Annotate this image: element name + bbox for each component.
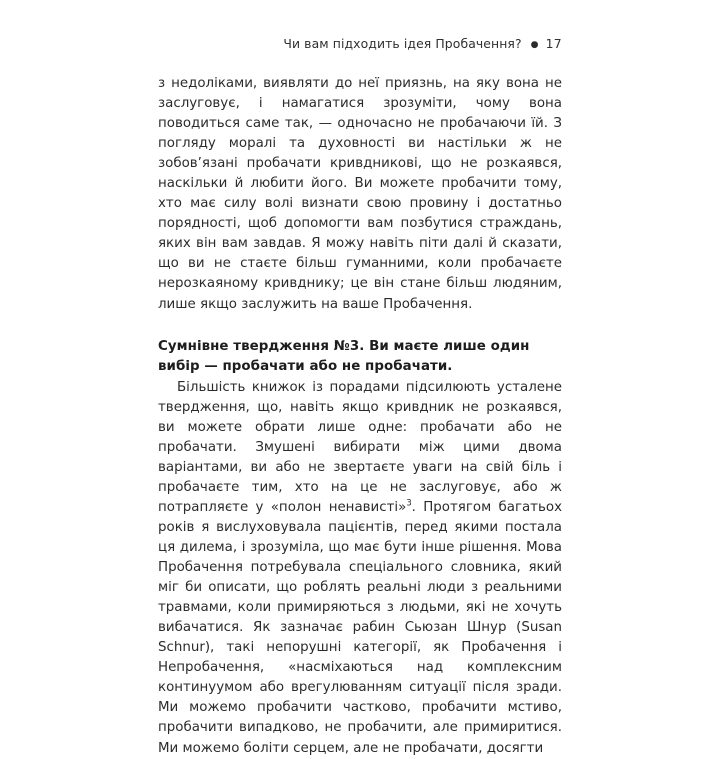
text-column xyxy=(158,74,562,759)
paragraph-continuation: з недоліками, виявляти до неї приязнь, на яку вона не заслуговує, і намагатися зрозуміти, чому вона поводиться саме так, — одночасно не пробачаючи їй. З погляду моралі та духовності ви настільки ж не зобов’язані пробачати кривдникові, що не розкаявся, наскільки й любити його. Ви можете пробачити тому, хто має силу волі визнати свою провину і достатньо порядності, щоб допомогти вам позбутися страждань, яких він вам завдав. Я можу навіть піти далі й сказати, що ви не стаєте більш гуманними, коли пробачаєте нерозкаяному кривднику; це він стане більш людяним, лише якщо заслужить на ваше Пробачення. xyxy=(158,76,562,312)
section-heading: Сумнівне твердження №3. Ви маєте лише один вибір — пробачати або не пробачати. xyxy=(158,338,530,374)
paragraph-with-footnote xyxy=(158,378,562,759)
footnote-reference-marker: 3 xyxy=(406,497,412,508)
bullet-separator-icon: ● xyxy=(530,40,539,50)
running-header-chapter-title: Чи вам підходить ідея Пробачення? xyxy=(283,36,522,51)
paragraph-text-before-footnote: Більшість книжок із порадами підсилюють усталене твердження, що, навіть якщо кривдник не розкаявся, ви можете обрати лише одне: пробачати або не пробачати. Змушені вибирати між цими двома варіантами, ви або не звертаєте уваги на свій біль і пробачаєте тим, хто на це не заслуговує, або ж потрапляєте у «полон ненависті» xyxy=(158,379,562,515)
page-number: 17 xyxy=(545,36,562,51)
paragraph-text-after-footnote: . Протягом багатьох років я вислуховувала пацієнтів, перед якими постала ця дилема, і зрозуміла, що має бути інше рішення. Мова Пробачення потребувала спеціального словника, який міг би описати, що роблять реальні люди з реальними травмами, коли примиряються з людьми, які не хочуть вибачатися. Як зазначає рабин Сьюзан Шнур (Susan Schnur), такі непорушні категорії, як Пробачення і Непробачення, «насміхаються над комплексним континуумом або врегулюванням ситуації після зради. Ми можемо пробачити частково, пробачити мстиво, пробачити випадково, не пробачити, але примиритися. Ми можемо боліти серцем, але не пробачати, досягти xyxy=(158,499,562,756)
spacer-before-heading xyxy=(158,315,562,337)
running-header xyxy=(158,36,562,51)
